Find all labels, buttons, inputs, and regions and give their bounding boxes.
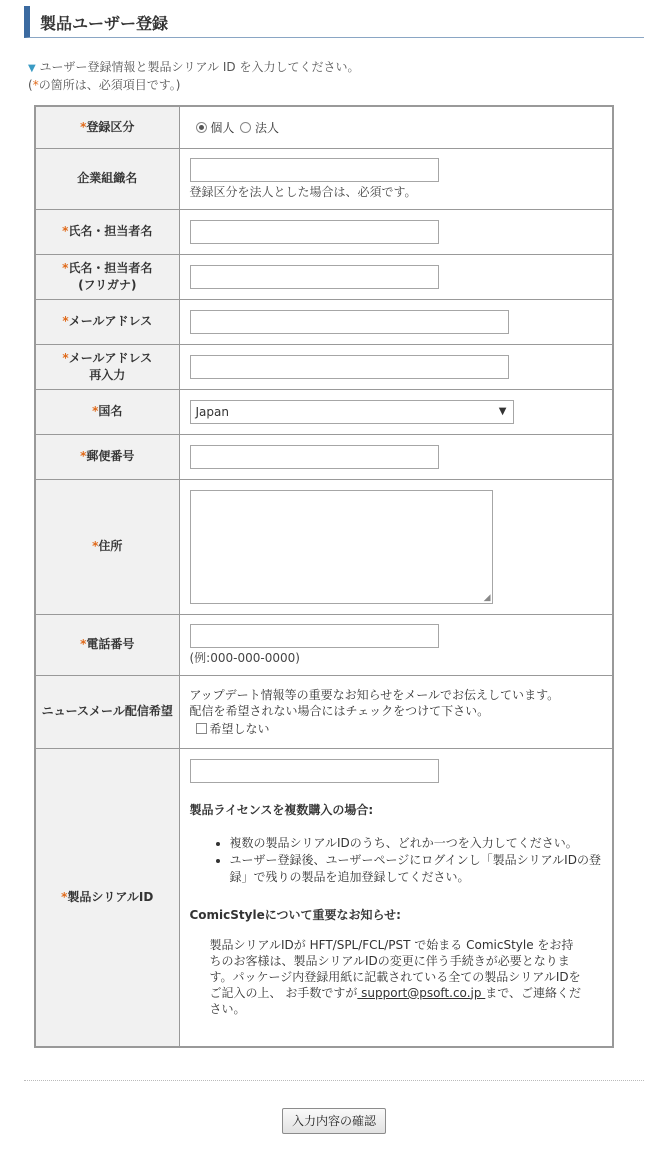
address-textarea[interactable] xyxy=(190,490,493,604)
company-input[interactable] xyxy=(190,158,439,182)
email-input[interactable] xyxy=(190,310,509,334)
intro-prefix: ( xyxy=(28,78,33,92)
phone-example: (例:000-000-0000) xyxy=(189,650,300,665)
divider xyxy=(24,1080,644,1081)
reg-type-field xyxy=(179,106,613,148)
newsletter-desc-line2: 配信を希望されない場合にはチェックをつけて下さい。 xyxy=(189,703,490,718)
registration-form xyxy=(34,105,614,1048)
serial-input[interactable] xyxy=(190,759,439,783)
country-select[interactable] xyxy=(190,400,514,424)
email-confirm-input[interactable] xyxy=(190,355,509,379)
support-email-link[interactable]: support@psoft.co.jp xyxy=(357,985,486,1000)
newsletter-checkbox[interactable] xyxy=(196,723,207,734)
page-title: 製品ユーザー登録 xyxy=(40,14,169,33)
row-address xyxy=(35,479,613,614)
email-label: *メールアドレス xyxy=(35,299,179,344)
serial-label: *製品シリアルID xyxy=(35,748,179,1047)
address-label: *住所 xyxy=(35,479,179,614)
comicstyle-notice-text: 製品シリアルIDが HFT/SPL/FCL/PST で始まる ComicStyle をお持ちのお客様は、製品シリアルIDの変更に伴う手続きが必要となります。パッケージ内登録用紙に記載されている全ての製品シリアルIDをご記入の上、 お手数ですが xyxy=(209,937,581,1000)
radio-personal[interactable] xyxy=(196,122,207,133)
row-reg-type xyxy=(35,106,613,148)
name-kana-label: *氏名・担当者名 (フリガナ) xyxy=(35,254,179,299)
multi-license-list xyxy=(190,835,610,886)
reg-type-label: *登録区分 xyxy=(35,106,179,148)
radio-corporate-label[interactable]: 法人 xyxy=(255,120,280,135)
row-serial xyxy=(35,748,613,1047)
comicstyle-notice-end: まで、ご連絡ください。 xyxy=(209,985,582,1016)
comicstyle-heading: ComicStyleについて重要なお知らせ: xyxy=(189,907,401,922)
name-kana-input[interactable] xyxy=(190,265,439,289)
newsletter-desc-line1: アップデート情報等の重要なお知らせをメールでお伝えしています。 xyxy=(189,687,560,702)
multi-license-bullet-1: • 複数の製品シリアルIDのうち、どれか一つを入力してください。 xyxy=(230,835,610,852)
country-label: *国名 xyxy=(35,389,179,434)
intro-suffix: の箇所は、必須項目です。) xyxy=(38,78,181,92)
email-confirm-label: *メールアドレス 再入力 xyxy=(35,344,179,389)
resize-grip-icon[interactable]: ◢ xyxy=(483,592,491,603)
row-country xyxy=(35,389,613,434)
required-asterisk: * xyxy=(32,78,39,92)
triangle-down-icon: ▼ xyxy=(28,63,36,74)
postal-label: *郵便番号 xyxy=(35,434,179,479)
country-selected-value: Japan xyxy=(195,404,229,419)
dropdown-arrow-icon: ▼ xyxy=(498,405,507,417)
newsletter-label: ニュースメール配信希望 xyxy=(35,675,179,748)
confirm-button[interactable]: 入力内容の確認 xyxy=(282,1108,386,1134)
multi-license-heading: 製品ライセンスを複数購入の場合: xyxy=(189,802,374,817)
phone-label: *電話番号 xyxy=(35,614,179,675)
comicstyle-notice xyxy=(210,937,582,1017)
name-label: *氏名・担当者名 xyxy=(35,209,179,254)
page-title-bar xyxy=(24,6,644,38)
row-newsletter xyxy=(35,675,613,748)
radio-personal-label[interactable]: 個人 xyxy=(210,120,235,135)
phone-input[interactable] xyxy=(190,624,439,648)
row-name-kana xyxy=(35,254,613,299)
name-input[interactable] xyxy=(190,220,439,244)
row-postal xyxy=(35,434,613,479)
multi-license-bullet-2: • ユーザー登録後、ユーザーページにログインし「製品シリアルIDの登録」で残りの製品を追加登録してください。 xyxy=(230,852,610,886)
row-email-confirm xyxy=(35,344,613,389)
newsletter-checkbox-label[interactable]: 希望しない xyxy=(209,721,270,736)
company-note: 登録区分を法人とした場合は、必須です。 xyxy=(189,184,417,199)
row-company xyxy=(35,148,613,209)
company-label: 企業組織名 xyxy=(35,148,179,209)
row-phone xyxy=(35,614,613,675)
intro-text xyxy=(28,59,359,93)
row-email xyxy=(35,299,613,344)
intro-line1: ユーザー登録情報と製品シリアル ID を入力してください。 xyxy=(39,60,360,74)
postal-input[interactable] xyxy=(190,445,439,469)
row-name xyxy=(35,209,613,254)
radio-corporate[interactable] xyxy=(240,122,251,133)
